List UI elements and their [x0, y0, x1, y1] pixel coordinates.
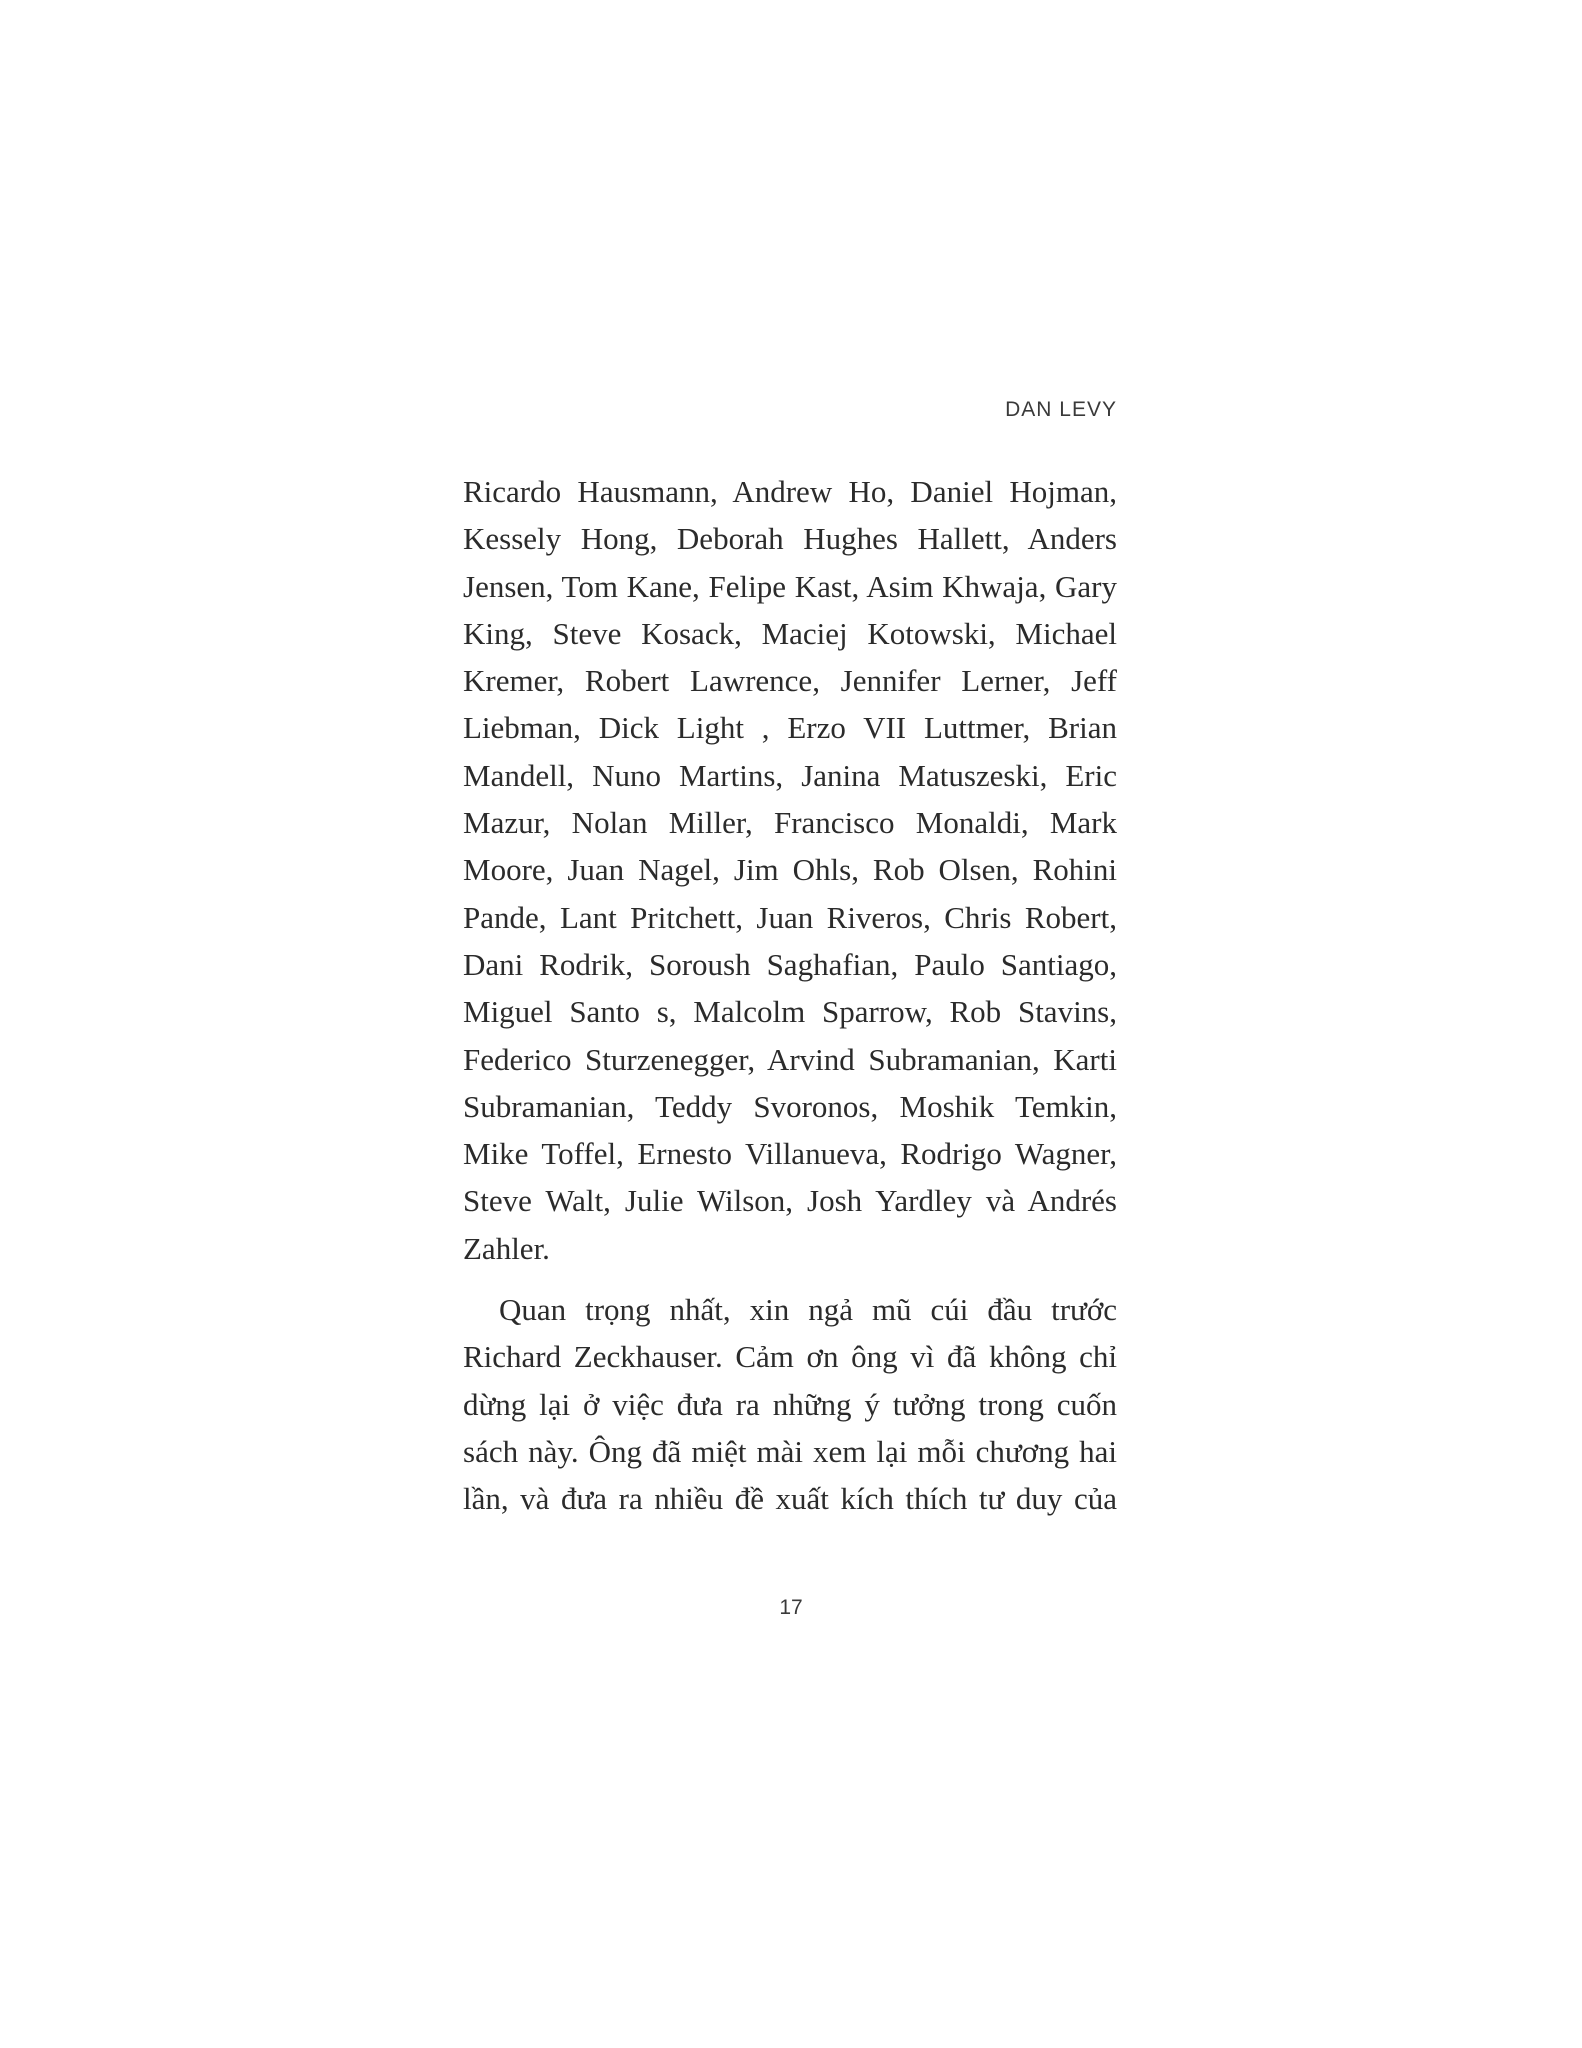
page-number: 17	[779, 1596, 803, 1619]
running-header-author: DAN LEVY	[1005, 398, 1117, 421]
body-text	[463, 468, 1117, 1523]
acknowledgement-names-paragraph: Ricardo Hausmann, Andrew Ho, Daniel Hojman, Kessely Hong, Deborah Hughes Hallett, Anders Jensen, Tom Kane, Felipe Kast, Asim Khwaja, Gary King, Steve Kosack, Maciej Kotowski, Michael Kremer, Robert Lawrence, Jennifer Lerner, Jeff Liebman, Dick Light , Erzo VII Luttmer, Brian Mandell, Nuno Martins, Janina Matuszeski, Eric Mazur, Nolan Miller, Francisco Monaldi, Mark Moore, Juan Nagel, Jim Ohls, Rob Olsen, Rohini Pande, Lant Pritchett, Juan Riveros, Chris Robert, Dani Rodrik, Soroush Saghafian, Paulo Santiago, Miguel Santo s, Malcolm Sparrow, Rob Stavins, Federico Sturzenegger, Arvind Subramanian, Karti Subramanian, Teddy Svoronos, Moshik Temkin, Mike Toffel, Ernesto Villanueva, Rodrigo Wagner, Steve Walt, Julie Wilson, Josh Yardley và Andrés Zahler.	[463, 474, 1117, 1266]
acknowledgement-closing-paragraph: Quan trọng nhất, xin ngả mũ cúi đầu trước Richard Zeckhauser. Cảm ơn ông vì đã không chỉ dừng lại ở việc đưa ra những ý tưởng trong cuốn sách này. Ông đã miệt mài xem lại mỗi chương hai lần, và đưa ra nhiều đề xuất kích thích tư duy của	[463, 1292, 1117, 1517]
